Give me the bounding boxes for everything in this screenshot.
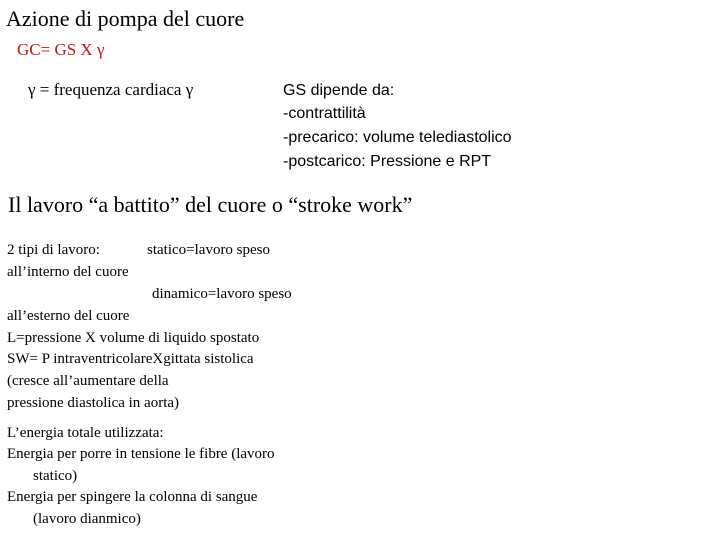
section-heading-stroke-work: Il lavoro “a battito” del cuore o “stroke work” [8, 192, 413, 217]
slide-title: Azione di pompa del cuore [6, 6, 245, 31]
work-line: all’esterno del cuore [7, 308, 130, 324]
work-line: pressione diastolica in aorta) [7, 395, 180, 411]
work-static-text: statico=lavoro speso [147, 242, 271, 258]
gs-item-afterload: -postcarico: Pressione e RPT [283, 153, 492, 170]
energy-heading: L’energia totale utilizzata: [7, 425, 164, 441]
work-line: dinamico=lavoro speso [152, 286, 292, 302]
energy-line: Energia per spingere la colonna di sangue [7, 489, 258, 505]
cardiac-output-formula: GC= GS X γ [17, 40, 105, 59]
energy-line: (lavoro dianmico) [33, 511, 141, 527]
work-line: SW= P intraventricolareXgittata sistolica [7, 351, 254, 367]
work-line: (cresce all’aumentare della [7, 373, 169, 389]
work-line: all’interno del cuore [7, 264, 129, 280]
gs-heading: GS dipende da: [283, 82, 395, 99]
work-line: L=pressione X volume di liquido spostato [7, 330, 260, 346]
energy-line: statico) [33, 468, 78, 484]
work-types-line [7, 243, 270, 258]
energy-line: Energia per porre in tensione le fibre (lavoro [7, 446, 275, 462]
gamma-definition: γ = frequenza cardiaca γ [28, 80, 194, 99]
work-types-label: 2 tipi di lavoro: [7, 242, 100, 258]
gs-item-contractility: -contrattilità [283, 105, 366, 122]
gs-item-preload: -precarico: volume telediastolico [283, 129, 512, 146]
